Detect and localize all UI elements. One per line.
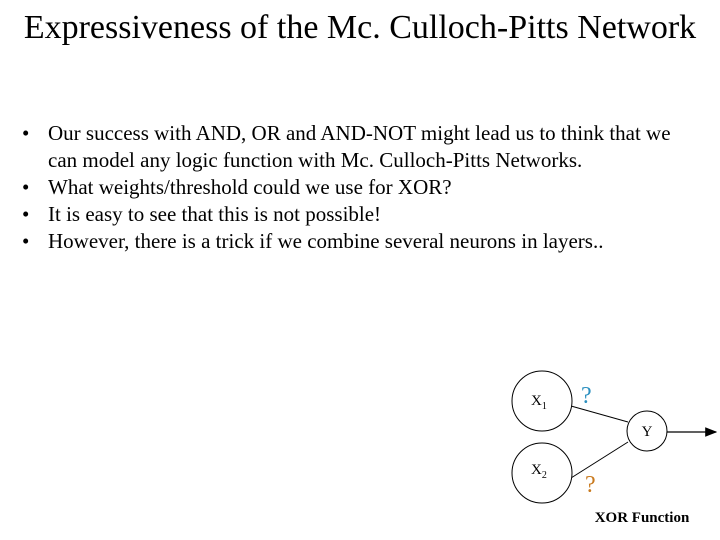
edge-x1-to-y: [571, 406, 628, 422]
bullet-text: However, there is a trick if we combine several neurons in layers..: [48, 229, 604, 253]
bullet-marker: •: [22, 121, 30, 145]
node-x2-subscript: 2: [541, 470, 547, 481]
node-x1-subscript: 1: [541, 401, 547, 412]
output-node-y: [627, 411, 667, 451]
bullet-marker: •: [22, 202, 30, 226]
weight-top-label: ?: [581, 383, 592, 409]
bullet-text: What weights/threshold could we use for XOR?: [48, 175, 452, 199]
bullet-text: It is easy to see that this is not possible!: [48, 202, 382, 226]
input-node-x1: [512, 371, 572, 431]
slide-title: Expressiveness of the Mc. Culloch-Pitts Network: [23, 9, 697, 46]
weight-bottom-label: ?: [585, 472, 596, 498]
bullet-text: Our success with AND, OR and AND-NOT might lead us to think that we can model any logic function with Mc. Culloch-Pitts Networks.: [48, 121, 671, 172]
node-x1-label: X: [531, 393, 542, 409]
bullet-marker: •: [22, 175, 30, 199]
input-node-x2: [512, 443, 572, 503]
node-y-label: Y: [641, 424, 653, 440]
edge-x2-to-y: [571, 442, 628, 478]
node-x2-label: X: [531, 462, 542, 478]
bullet-marker: •: [22, 229, 30, 253]
diagram-caption: XOR Function: [594, 510, 690, 526]
